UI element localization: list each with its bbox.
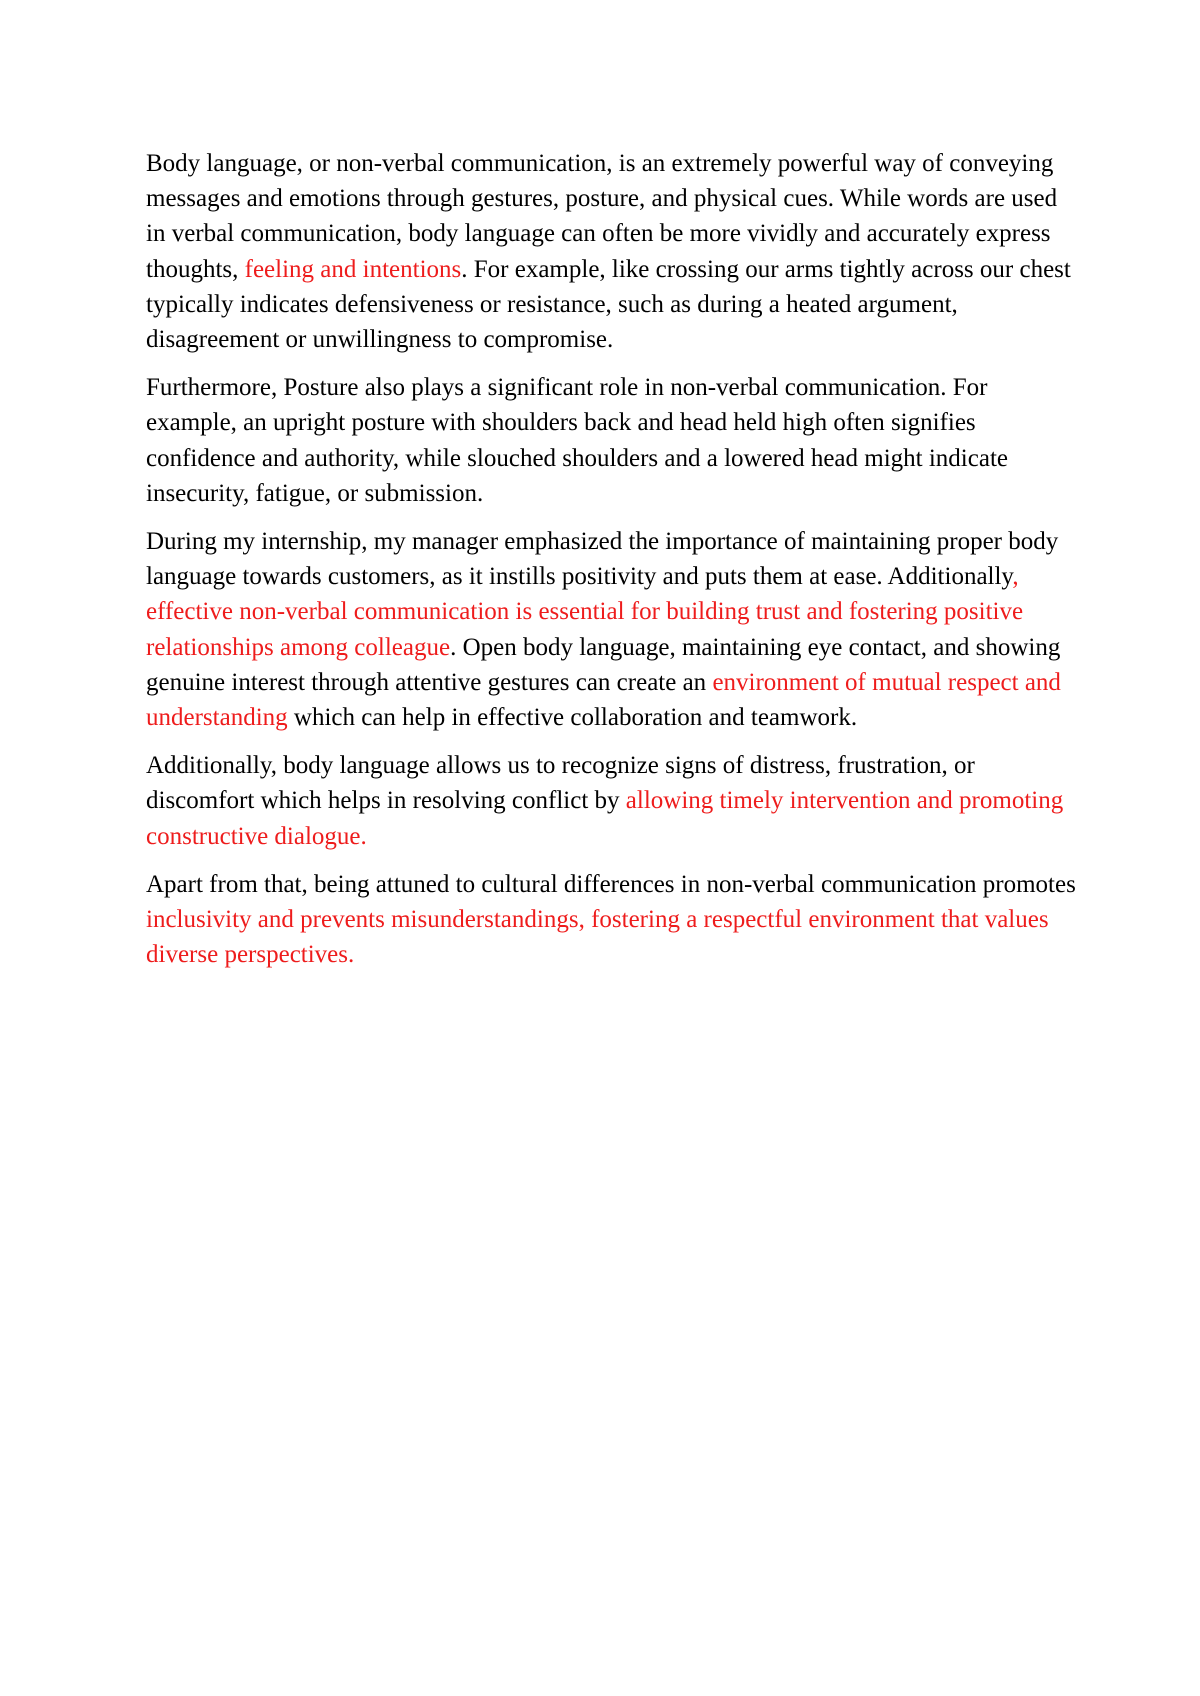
paragraph-4-highlight-1: allowing timely intervention and promoting constructive dialogue. — [146, 787, 1064, 850]
paragraph-3-text-1: During my internship, my manager emphasized the importance of maintaining proper body language towards customers, as it instills positivity and puts them at ease. Additionally — [146, 528, 1059, 591]
paragraph-5-text-1: Apart from that, being attuned to cultural differences in non-verbal communication promotes — [146, 870, 1076, 898]
paragraph-3-text-3: which can help in effective collaboration and teamwork. — [287, 704, 858, 732]
paragraph-1-text-2: . For example, like crossing our arms tightly across our chest typically indicates defensiveness or resistance, such as during a heated argument, disagreement or unwillingness to compromise. — [146, 255, 1071, 354]
paragraph-4-text-1: Additionally, body language allows us to recognize signs of distress, frustration, or discomfort which helps in resolving conflict by — [146, 752, 975, 815]
paragraph-5 — [146, 867, 1076, 973]
paragraph-4 — [146, 748, 1076, 854]
paragraph-3-highlight-2: environment of mutual respect and understanding — [146, 668, 1061, 732]
paragraph-2 — [146, 370, 1076, 511]
paragraph-5-highlight-1: inclusivity and prevents misunderstandings, fostering a respectful environment that values diverse perspectives. — [146, 906, 1049, 969]
paragraph-3-text-2: . Open body language, maintaining eye contact, and showing genuine interest through attentive gestures can create an — [146, 633, 1061, 696]
paragraph-3-highlight-1: , effective non-verbal communication is essential for building trust and fostering positive relationships among colleague — [146, 563, 1024, 661]
paragraph-1-text-1: Body language, or non-verbal communication, is an extremely powerful way of conveying messages and emotions through gestures, posture, and physical cues. While words are used in verbal communication, body language can often be more vividly and accurately express thoughts, — [146, 150, 1058, 283]
paragraph-1-highlight-1: feeling and intentions — [244, 255, 462, 283]
document-body — [146, 146, 1076, 985]
paragraph-1 — [146, 146, 1076, 357]
paragraph-2-text-1: Furthermore, Posture also plays a significant role in non-verbal communication. For example, an upright posture with shoulders back and head held high often signifies confidence and authority, while slouched shoulders and a lowered head might indicate insecurity, fatigue, or submission. — [146, 374, 1008, 507]
paragraph-3 — [146, 524, 1076, 735]
